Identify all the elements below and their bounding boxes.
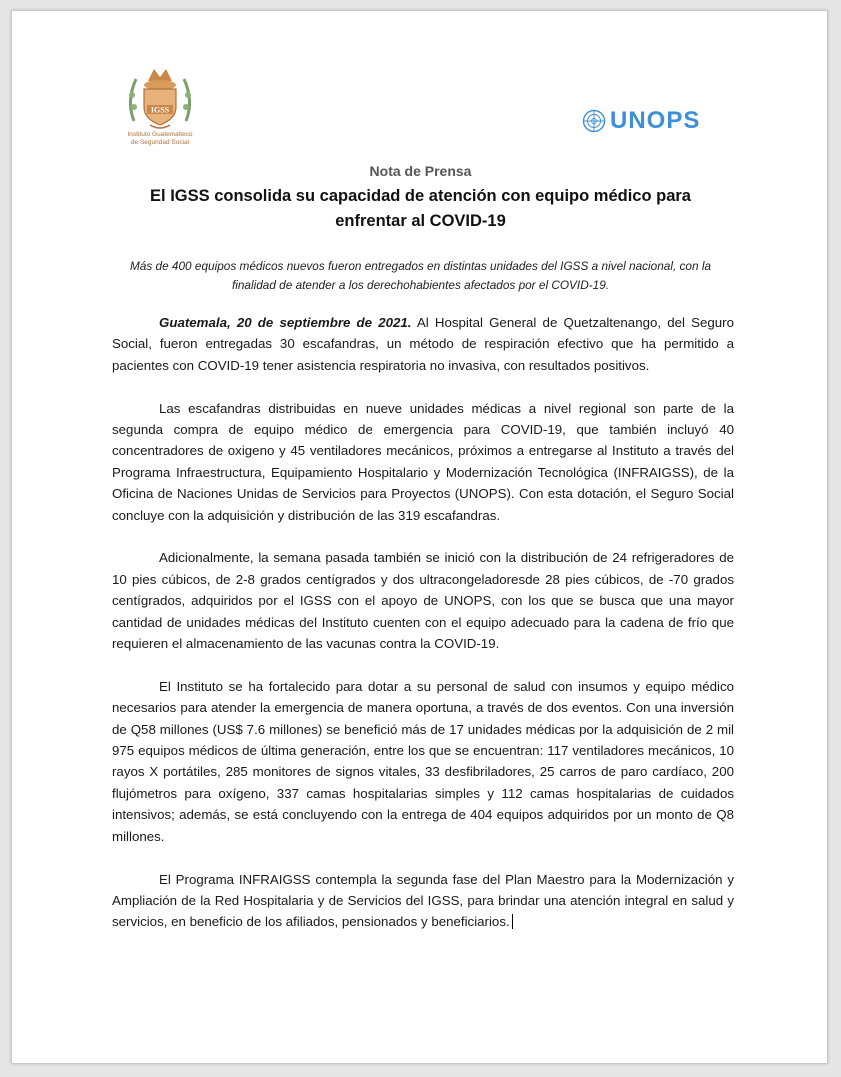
body-text[interactable] [112, 312, 734, 954]
paragraph-5 [112, 869, 734, 933]
igss-caption-line1: Instituto Guatemalteco [127, 131, 193, 138]
un-emblem-icon [582, 109, 606, 133]
unops-logo [582, 108, 700, 134]
igss-emblem-icon [120, 61, 200, 133]
paragraph-3: Adicionalmente, la semana pasada también se inició con la distribución de 24 refrigeradores de 10 pies cúbicos, de 2-8 grados centígrados y dos ultracongeladoresde 28 pies cúbicos, de -70 grados centígrados, adquiridos por el IGSS con el apoyo de UNOPS, con los que se busca que una mayor cantidad de unidades médicas del Instituto cuenten con el equipo adecuado para la cadena de frío que requieren el almacenamiento de las vacunas contra la COVID-19. [112, 550, 734, 652]
igss-caption [110, 131, 210, 147]
text-cursor [512, 914, 513, 929]
lead-paragraph: Más de 400 equipos médicos nuevos fueron entregados en distintas unidades del IGSS a nivel nacional, con la finalidad de atender a los derechohabientes afectados por el COVID-19. [129, 259, 712, 292]
paragraph-1-text: Al Hospital General de Quetzaltenango, del Seguro Social, fueron entregadas 30 escafandras, un método de respiración efectivo que ha permitido a pacientes con COVID-19 tener asistencia respiratoria no invasiva, con resultados positivos. [112, 315, 734, 373]
paragraph-1 [112, 312, 734, 376]
igss-logo [110, 57, 210, 157]
unops-wordmark: UNOPS [610, 107, 701, 134]
paragraph-4: El Instituto se ha fortalecido para dotar a su personal de salud con insumos y equipo médico necesarios para atender la emergencia de manera oportuna, a través de dos eventos. Con una inversión de Q58 millones (US$ 7.6 millones) se benefició más de 17 unidades médicas por la adquisición de 2 mil 975 equipos médicos de última generación, entre los que se encuentran: 117 ventiladores mecánicos, 10 rayos X portátiles, 285 monitores de signos vitales, 33 desfibriladores, 25 carros de paro cardíaco, 200 flujómetros para oxígeno, 337 camas hospitalarias simples y 112 camas hospitalarias de cuidados intensivos; además, se está concluyendo con la entrega de 404 equipos adquiridos por un monto de Q8 millones. [112, 678, 734, 844]
document-page [11, 10, 828, 1064]
dateline: Guatemala, 20 de septiembre de 2021. [159, 315, 412, 330]
note-label: Nota de Prensa [369, 163, 472, 179]
headline: El IGSS consolida su capacidad de atención con equipo médico para enfrentar al COVID-19 [150, 187, 691, 230]
paragraph-5-text: El Programa INFRAIGSS contempla la segunda fase del Plan Maestro para la Modernización y Ampliación de la Red Hospitalaria y de Servicios del IGSS, para brindar una atención integral en salud y servicios, en beneficio de los afiliados, pensionados y beneficiarios. [112, 871, 734, 930]
igss-emblem-text: IGSS [150, 105, 170, 115]
paragraph-2: Las escafandras distribuidas en nueve unidades médicas a nivel regional son parte de la segunda compra de equipo médico de emergencia para COVID-19, que también incluyó 40 concentradores de oxigeno y 45 ventiladores mecánicos, próximos a entregarse al Instituto a través del Programa Infraestructura, Equipamiento Hospitalario y Modernización Tecnológica (INFRAIGSS), de la Oficina de Naciones Unidas de Servicios para Proyectos (UNOPS). Con esta dotación, el Seguro Social concluye con la adquisición y distribución de las 319 escafandras. [112, 400, 734, 523]
igss-caption-line2: de Seguridad Social [130, 139, 190, 146]
